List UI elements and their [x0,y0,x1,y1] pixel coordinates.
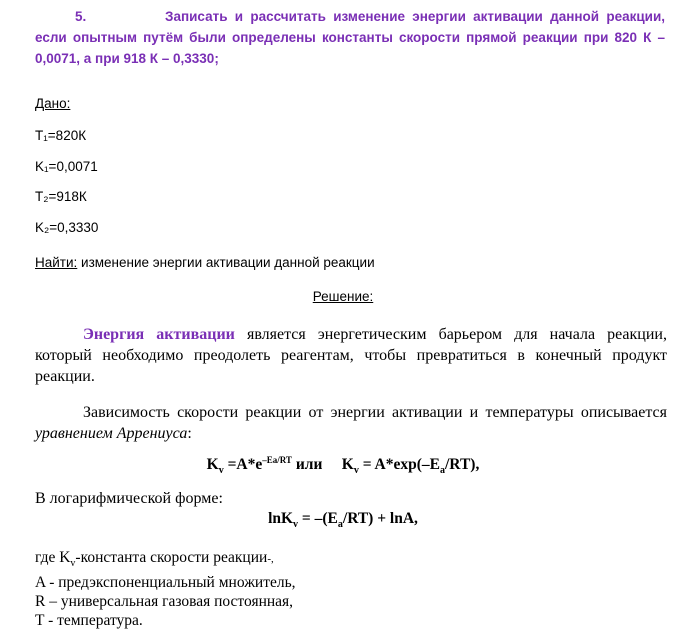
given-k1: K₁=0,0071 [35,159,98,174]
log-form-label: В логарифмической форме: [35,490,223,507]
arrhenius-formula: $K_v =A*e^{-Ea/RT}$ или $K_v = A*\exp(-E_a/RT)$, [206,455,480,477]
find-text: изменение энергии активации данной реакции [77,255,375,270]
solution-label: Решение: [312,289,374,304]
paragraph-activation-energy [35,324,667,387]
legend-a: A - предэкспоненциальный множитель, [35,574,296,592]
task-statement [35,6,665,69]
task-number: 5. [75,9,87,24]
legend-r: R – универсальная газовая постоянная, [35,593,294,611]
task-text: Записать и рассчитать изменение энергии активации данной реакции, если опытным путём были определены константы скорости прямой реакции при 820 К – 0,0071, а при 918 К – 0,3330; [35,9,665,66]
given-t2: T₂=918К [35,189,87,204]
given-k2: K₂=0,3330 [35,220,99,235]
legend-kv: где $K_v$-константа скорости реакции-, [35,549,274,570]
paragraph-1-text: является энергетическим барьером для начала реакции, который необходимо преодолеть реагентам, чтобы превратиться в конечный продукт реакции. [35,326,667,385]
find-line [35,255,375,270]
arrhenius-equation-name: уравнением Аррениуса [35,425,188,442]
legend-t: T - температура. [35,612,143,630]
paragraph-2-text: Зависимость скорости реакции от энергии активации и температуры описывается [83,404,667,421]
term-activation-energy: Энергия активации [83,326,235,343]
log-formula: $\ln K_v = -(E_a/RT) + \ln A$, [268,510,418,531]
find-label: Найти: [35,255,78,270]
paragraph-2-tail: : [187,425,192,442]
solution-heading [0,289,686,304]
legend-list [35,548,296,630]
given-label: Дано: [35,96,71,111]
paragraph-arrhenius [35,402,667,444]
given-t1: T₁=820К [35,128,87,143]
